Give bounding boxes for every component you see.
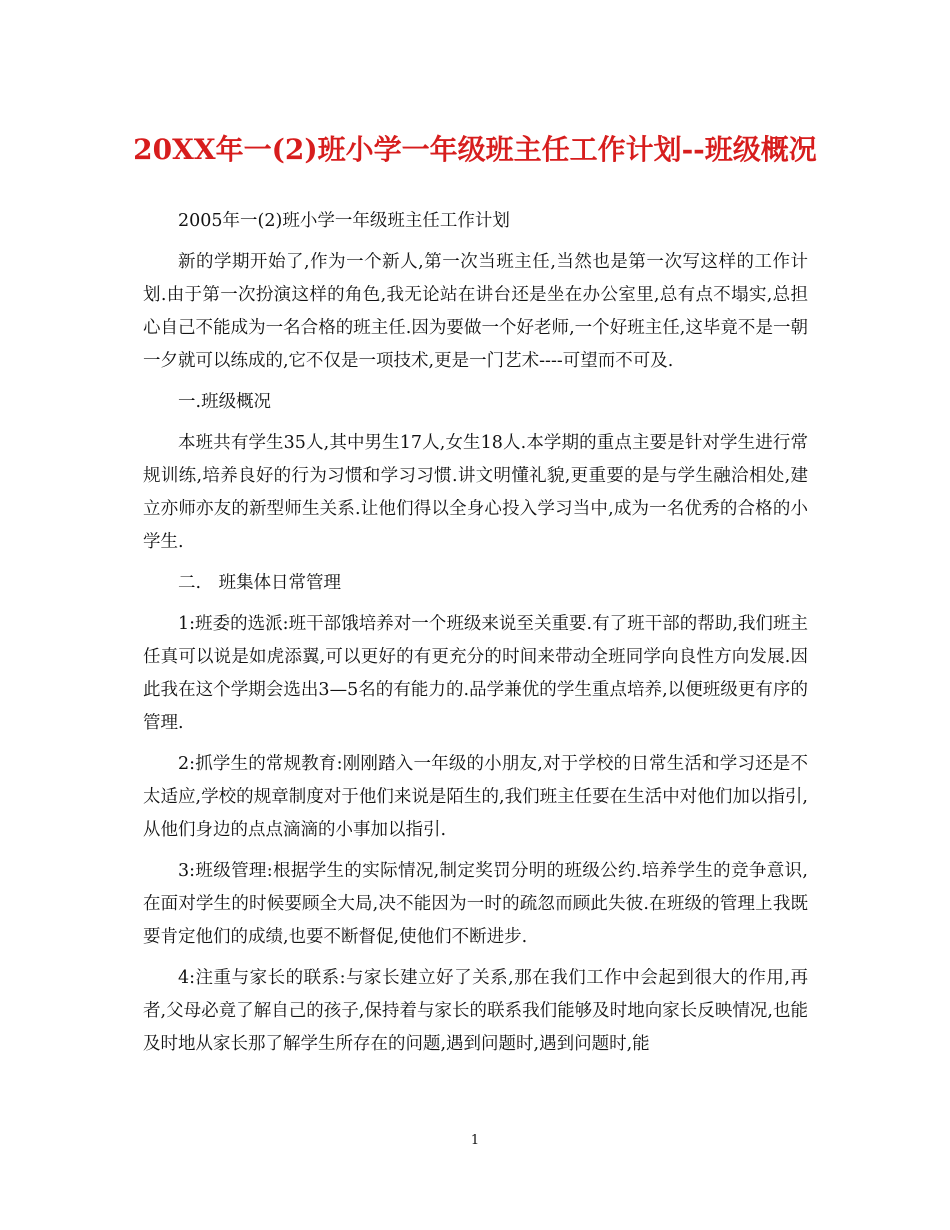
section-heading-class-overview: 一.班级概况: [178, 392, 272, 412]
class-overview-paragraph: 本班共有学生35人,其中男生17人,女生18人.本学期的重点主要是针对学生进行常规训练,培养良好的行为习惯和学习习惯.讲文明懂礼貌,更重要的是与学生融洽相处,建立亦师亦友的新型师生关系.让他们得以全身心投入学习当中,成为一名优秀的合格的小学生.: [143, 433, 808, 552]
page-number: 1: [470, 1133, 480, 1148]
document-body: [143, 205, 808, 1069]
item-class-management-paragraph: 3:班级管理:根据学生的实际情况,制定奖罚分明的班级公约.培养学生的竞争意识,在面对学生的时候要顾全大局,决不能因为一时的疏忽而顾此失彼.在班级的管理上我既要肯定他们的成绩,也要不断督促,使他们不断进步.: [143, 861, 808, 947]
item-parent-contact-paragraph: 4:注重与家长的联系:与家长建立好了关系,那在我们工作中会起到很大的作用,再者,父母必竟了解自己的孩子,保持着与家长的联系我们能够及时地向家长反映情况,也能及时地从家长那了解学生所存在的问题,遇到问题时,遇到问题时,能: [143, 968, 808, 1054]
section-heading-daily-management: 二. 班集体日常管理: [178, 573, 342, 593]
subtitle-paragraph: 2005年一(2)班小学一年级班主任工作计划: [178, 211, 510, 231]
item-routine-education-paragraph: 2:抓学生的常规教育:刚刚踏入一年级的小朋友,对于学校的日常生活和学习还是不太适应,学校的规章制度对于他们来说是陌生的,我们班主任要在生活中对他们加以指引,从他们身边的点点滴滴的小事加以指引.: [143, 754, 808, 840]
document-title: 20XX年一(2)班小学一年级班主任工作计划--班级概况: [133, 133, 817, 166]
intro-paragraph: 新的学期开始了,作为一个新人,第一次当班主任,当然也是第一次写这样的工作计划.由于第一次扮演这样的角色,我无论站在讲台还是坐在办公室里,总有点不塌实,总担心自己不能成为一名合格的班主任.因为要做一个好老师,一个好班主任,这毕竟不是一朝一夕就可以练成的,它不仅是一项技术,更是一门艺术----可望而不可及.: [143, 252, 808, 371]
item-class-committee-paragraph: 1:班委的选派:班干部饿培养对一个班级来说至关重要.有了班干部的帮助,我们班主任真可以说是如虎添翼,可以更好的有更充分的时间来带动全班同学向良性方向发展.因此我在这个学期会选出3—5名的有能力的.品学兼优的学生重点培养,以便班级更有序的管理.: [143, 614, 808, 733]
